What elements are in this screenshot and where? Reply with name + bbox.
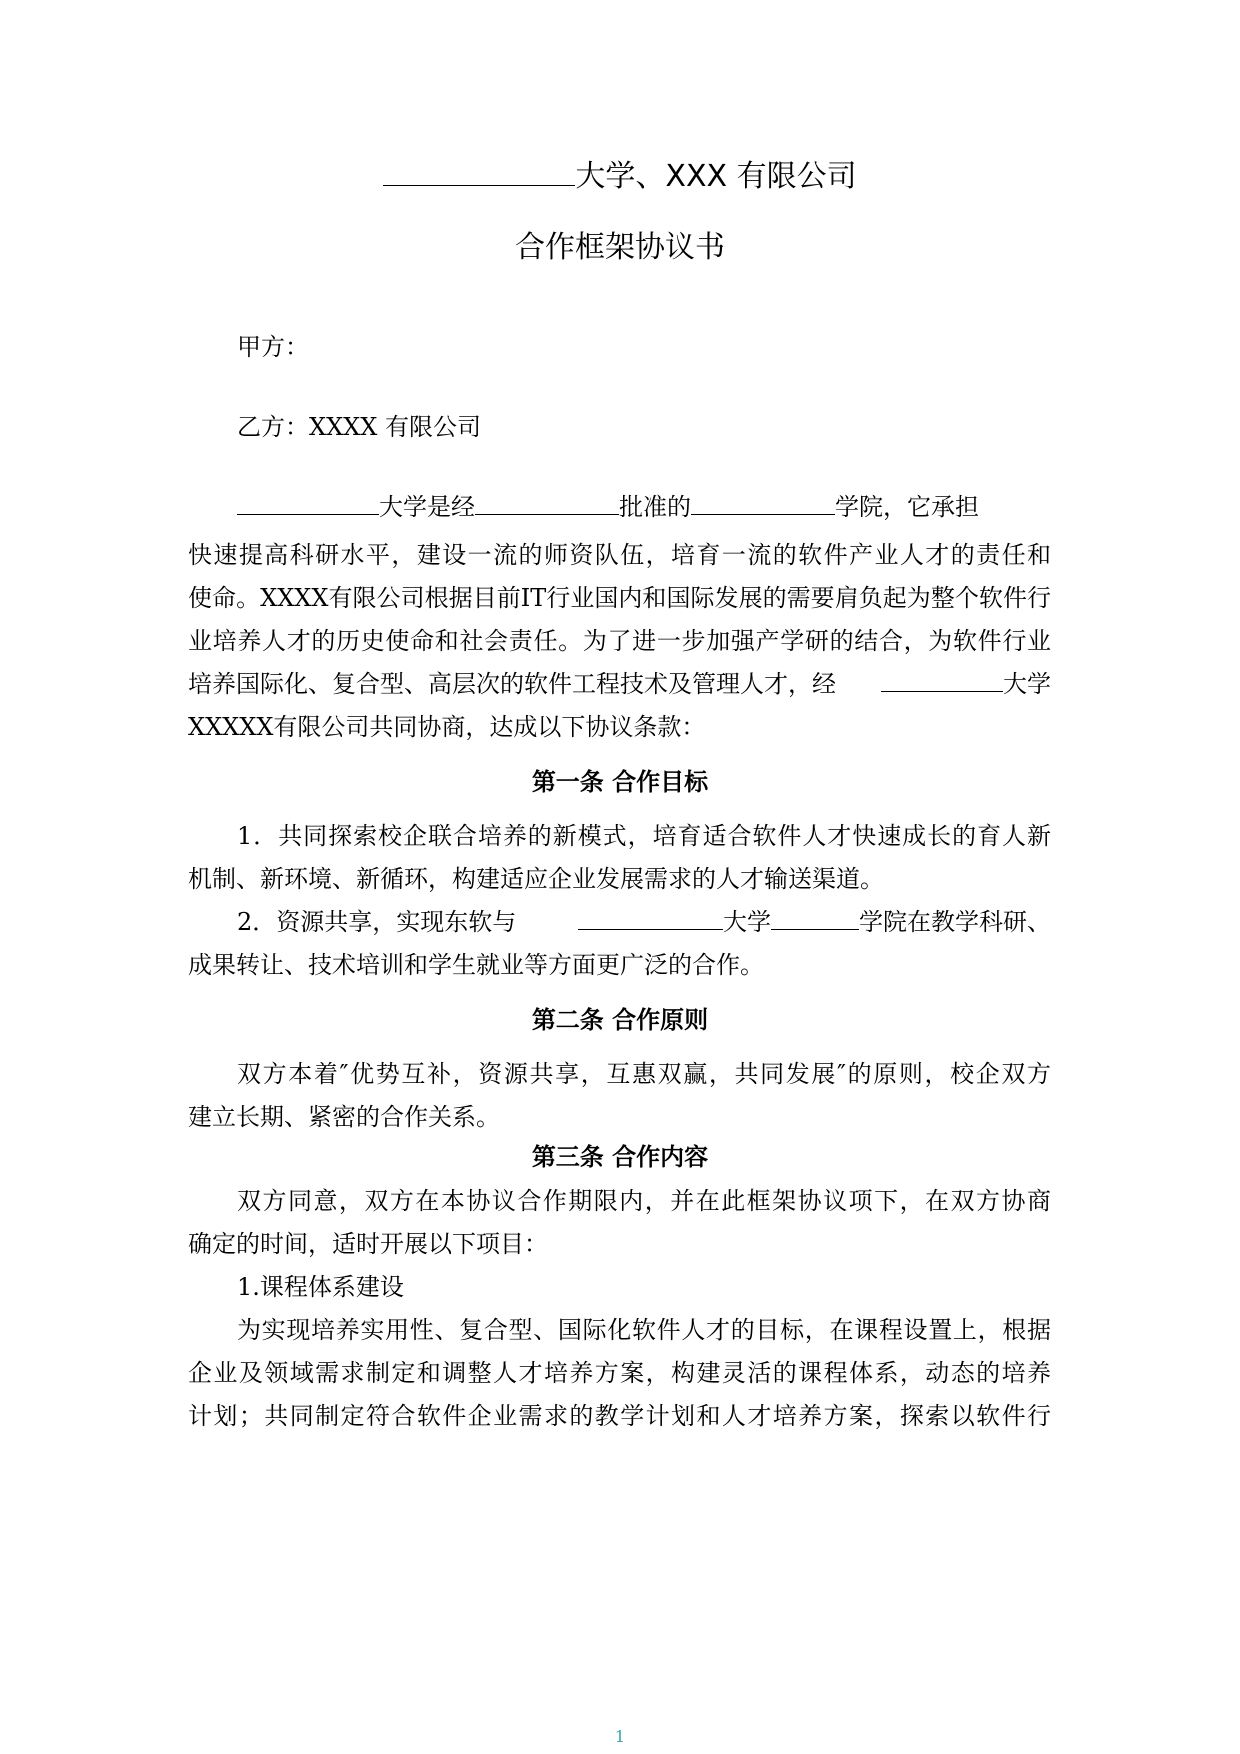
intro-line-5-pre: 培养国际化、复合型、高层次的软件工程技术及管理人才，经: [188, 670, 836, 698]
document-title-line-2: 合作框架协议书: [515, 230, 725, 265]
article-1-item-2-line-2: 成果转让、技术培训和学生就业等方面更广泛的合作。: [188, 951, 764, 979]
document-title-line-1: [0, 155, 1240, 197]
intro-line-5: [188, 660, 1051, 709]
college-blank[interactable]: [691, 484, 835, 515]
university-blank-2[interactable]: [881, 661, 1003, 692]
article-2-heading: 第二条 合作原则: [531, 1006, 709, 1034]
article-3-p1-line-2: 企业及领域需求制定和调整人才培养方案，构建灵活的课程体系，动态的培养: [188, 1359, 1051, 1387]
article-1-item-2-mid: 大学: [723, 908, 771, 936]
article-1-item-1-line-1: 1．共同探索校企联合培养的新模式，培育适合软件人才快速成长的育人新: [237, 822, 1051, 850]
article-3-subheading-1: 1.课程体系建设: [237, 1273, 404, 1301]
intro-line-5-post: 大学: [1003, 670, 1051, 698]
party-a: 甲方：: [237, 333, 309, 361]
party-b: 乙方：XXXX 有限公司: [237, 413, 481, 441]
university-blank-3[interactable]: [578, 899, 723, 930]
article-1-item-1-line-2: 机制、新环境、新循环，构建适应企业发展需求的人才输送渠道。: [188, 865, 884, 893]
intro-line-2: 快速提高科研水平，建设一流的师资队伍，培育一流的软件产业人才的责任和: [188, 541, 1051, 569]
intro-line-1: [237, 483, 1051, 532]
article-1-item-2-pre: 2．资源共享，实现东软与: [237, 908, 517, 936]
article-1-item-2-post: 学院在教学科研、: [859, 908, 1051, 936]
university-blank[interactable]: [237, 484, 379, 515]
article-3-line-1: 双方同意，双方在本协议合作期限内，并在此框架协议项下，在双方协商: [237, 1187, 1051, 1215]
article-3-heading: 第三条 合作内容: [531, 1143, 709, 1171]
article-1-item-2-rest: [578, 898, 1051, 947]
article-3-line-2: 确定的时间，适时开展以下项目：: [188, 1230, 548, 1258]
article-1-item-2-line-1: [237, 898, 1051, 947]
intro-seg-3: 学院，它承担: [835, 493, 979, 521]
intro-seg-1: 大学是经: [379, 493, 475, 521]
article-1-heading: 第一条 合作目标: [531, 768, 709, 796]
intro-line-5-tail: [881, 660, 1051, 709]
title-line-1-text: 大学、XXX 有限公司: [575, 159, 857, 194]
article-2-line-2: 建立长期、紧密的合作关系。: [188, 1103, 500, 1131]
article-3-p1-line-1: 为实现培养实用性、复合型、国际化软件人才的目标，在课程设置上，根据: [237, 1316, 1051, 1344]
college-blank-2[interactable]: [771, 899, 859, 930]
article-2-line-1: 双方本着″优势互补，资源共享，互惠双赢，共同发展″的原则，校企双方: [237, 1060, 1051, 1088]
article-3-p1-line-3: 计划；共同制定符合软件企业需求的教学计划和人才培养方案，探索以软件行: [188, 1402, 1051, 1430]
intro-line-3: 使命。XXXX有限公司根据目前IT行业国内和国际发展的需要肩负起为整个软件行: [188, 584, 1051, 612]
intro-seg-2: 批准的: [619, 493, 691, 521]
page-number: 1: [614, 1727, 626, 1746]
university-name-blank[interactable]: [383, 155, 575, 186]
approver-blank[interactable]: [475, 484, 619, 515]
intro-line-6: XXXXX有限公司共同协商，达成以下协议条款：: [188, 713, 706, 741]
intro-line-4: 业培养人才的历史使命和社会责任。为了进一步加强产学研的结合，为软件行业: [188, 627, 1051, 655]
